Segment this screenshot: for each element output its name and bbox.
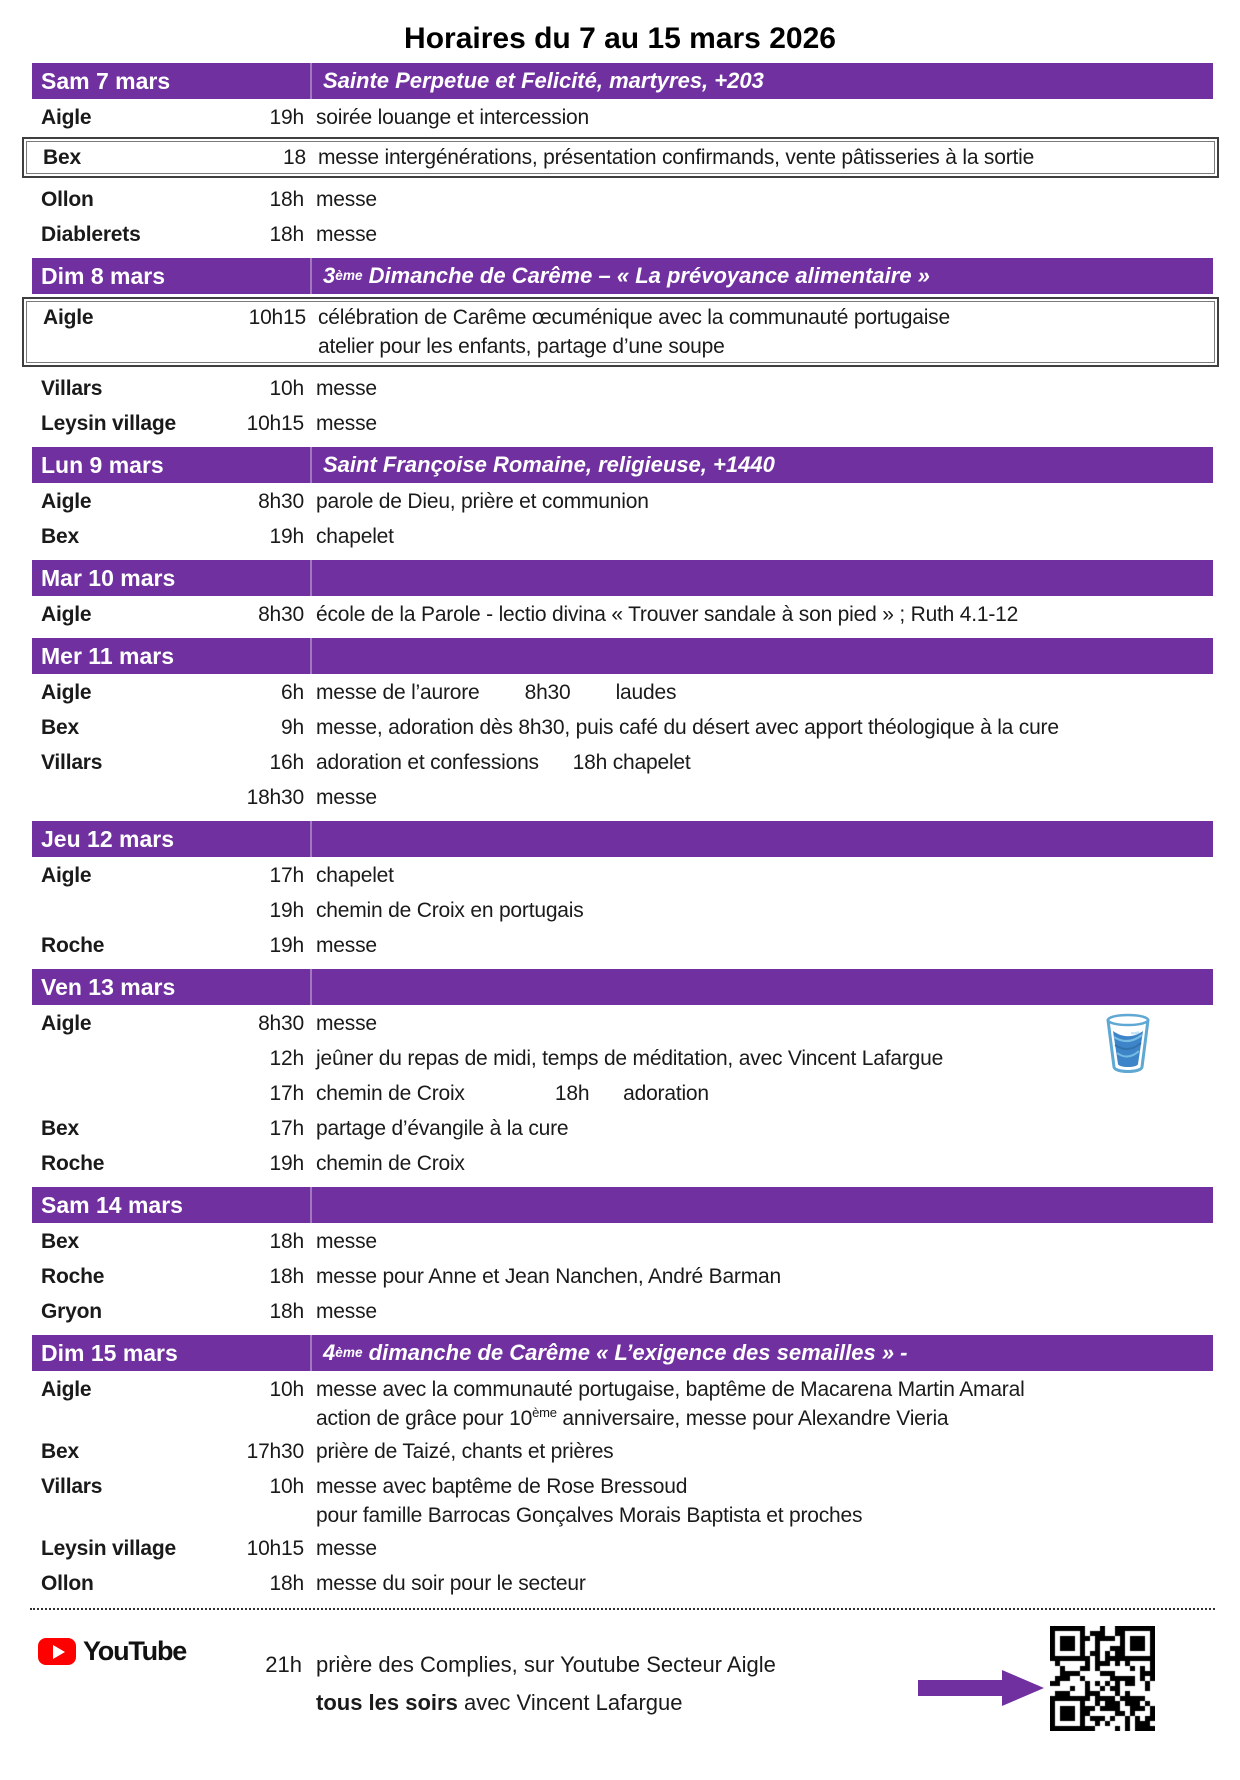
feast-label: [312, 969, 1213, 1005]
time-cell: 18h: [269, 1300, 304, 1323]
schedule-row: [32, 518, 1213, 553]
day-section: [32, 1187, 1213, 1328]
place-cell: Villars: [41, 1475, 103, 1498]
schedule-row: [32, 1075, 1213, 1110]
schedule-row: [22, 137, 1219, 178]
place-cell: Aigle: [43, 306, 94, 329]
youtube-wordmark: YouTube: [83, 1636, 187, 1666]
arrow-right-icon: [918, 1668, 1046, 1708]
time-cell: 8h30: [258, 603, 304, 626]
day-header-bar: [32, 258, 1213, 294]
description-cell: messe: [316, 1012, 377, 1035]
day-rows: [32, 483, 1213, 553]
day-label: Jeu 12 mars: [32, 821, 312, 857]
time-cell: 17h: [269, 1082, 304, 1105]
schedule-row: [32, 1005, 1213, 1040]
day-section: [32, 560, 1213, 631]
place-cell: Aigle: [41, 1012, 92, 1035]
schedule-row: [32, 857, 1213, 892]
place-cell: Leysin village: [41, 1537, 176, 1560]
description-cell: chapelet: [316, 864, 394, 887]
time-cell: 19h: [269, 106, 304, 129]
youtube-play-icon: [53, 1645, 65, 1659]
time-cell: 16h: [269, 751, 304, 774]
day-header-bar: [32, 638, 1213, 674]
description-cell: messe: [316, 786, 377, 809]
description-cell: messe: [316, 1537, 377, 1560]
time-cell: 17h: [269, 864, 304, 887]
place-cell: Bex: [41, 1440, 79, 1463]
description-cell: messe avec la communauté portugaise, baptême de Macarena Martin Amaral action de grâce pour 10ème anniversaire, messe pour Alexandre Vieria: [316, 1378, 1025, 1430]
place-cell: Villars: [41, 751, 103, 774]
feast-label: Saint Françoise Romaine, religieuse, +1440: [323, 452, 775, 477]
day-rows: [32, 99, 1213, 251]
time-cell: 18h: [269, 223, 304, 246]
place-cell: Bex: [43, 146, 81, 169]
time-cell: 10h: [269, 377, 304, 400]
day-header-bar: [32, 63, 1213, 99]
place-cell: Roche: [41, 1152, 105, 1175]
description-cell: parole de Dieu, prière et communion: [316, 490, 649, 513]
day-label: Dim 15 mars: [32, 1335, 312, 1371]
day-header-bar: [32, 1335, 1213, 1371]
time-cell: 18h30: [246, 786, 304, 809]
schedule-row: [32, 216, 1213, 251]
page-title: Horaires du 7 au 15 mars 2026: [404, 22, 836, 55]
place-cell: Gryon: [41, 1300, 102, 1323]
schedule-row: [32, 596, 1213, 631]
schedule-row: [32, 927, 1213, 962]
schedule-row: [32, 779, 1213, 814]
description-cell: messe: [316, 412, 377, 435]
place-cell: Bex: [41, 1230, 79, 1253]
day-section: [32, 447, 1213, 553]
time-cell: 17h30: [246, 1440, 304, 1463]
time-cell: 8h30: [258, 490, 304, 513]
time-cell: 18h: [269, 1572, 304, 1595]
description-cell: école de la Parole - lectio divina « Trouver sandale à son pied » ; Ruth 4.1-12: [316, 603, 1019, 626]
day-rows: [32, 1371, 1213, 1600]
day-label: Sam 14 mars: [32, 1187, 312, 1223]
schedule-row: [32, 181, 1213, 216]
description-cell: messe de l’aurore 8h30 laudes: [316, 681, 677, 704]
day-label: Lun 9 mars: [32, 447, 312, 483]
feast-label: [312, 1187, 1213, 1223]
time-cell: 10h: [269, 1378, 304, 1401]
footer: [32, 1610, 1213, 1780]
day-label: Ven 13 mars: [32, 969, 312, 1005]
schedule-row: [32, 892, 1213, 927]
description-cell: messe: [316, 188, 377, 211]
qr-code: [1050, 1626, 1155, 1731]
time-cell: 19h: [269, 525, 304, 548]
footer-line2: tous les soirs avec Vincent Lafargue: [316, 1690, 683, 1715]
schedule-row: [32, 405, 1213, 440]
place-cell: Aigle: [41, 106, 92, 129]
day-label: Dim 8 mars: [32, 258, 312, 294]
time-cell: 19h: [269, 899, 304, 922]
day-rows: [32, 857, 1213, 962]
schedule-row: [32, 1371, 1213, 1433]
place-cell: Bex: [41, 716, 79, 739]
description-cell: messe: [316, 1300, 377, 1323]
schedule-row: [32, 1530, 1213, 1565]
day-label: Mer 11 mars: [32, 638, 312, 674]
description-cell: messe pour Anne et Jean Nanchen, André Barman: [316, 1265, 781, 1288]
time-cell: 18h: [269, 1230, 304, 1253]
description-cell: chemin de Croix 18h adoration: [316, 1082, 709, 1105]
place-cell: Bex: [41, 1117, 79, 1140]
description-cell: chemin de Croix: [316, 1152, 465, 1175]
time-cell: 9h: [281, 716, 304, 739]
day-header-bar: [32, 969, 1213, 1005]
description-cell: messe avec baptême de Rose Bressoud pour famille Barrocas Gonçalves Morais Baptista et proches: [316, 1475, 863, 1527]
description-cell: chemin de Croix en portugais: [316, 899, 584, 922]
feast-label: 3 ème Dimanche de Carême – « La prévoyance alimentaire »: [323, 263, 930, 288]
schedule-row: [32, 1433, 1213, 1468]
day-rows: [32, 674, 1213, 814]
description-cell: messe: [316, 934, 377, 957]
schedule-row: [32, 744, 1213, 779]
place-cell: Aigle: [41, 864, 92, 887]
feast-label: [312, 560, 1213, 596]
description-cell: adoration et confessions 18h chapelet: [316, 751, 691, 774]
description-cell: prière de Taizé, chants et prières: [316, 1440, 614, 1463]
time-cell: 10h: [269, 1475, 304, 1498]
time-cell: 6h: [281, 681, 304, 704]
place-cell: Aigle: [41, 681, 92, 704]
schedule-row: [32, 1223, 1213, 1258]
feast-label: 4 ème dimanche de Carême « L’exigence des semailles » -: [323, 1340, 908, 1365]
description-cell: messe du soir pour le secteur: [316, 1572, 586, 1595]
time-cell: 10h15: [246, 1537, 304, 1560]
day-rows: [32, 1005, 1213, 1180]
day-header-bar: [32, 821, 1213, 857]
place-cell: Roche: [41, 934, 105, 957]
description-cell: chapelet: [316, 525, 394, 548]
day-section: [32, 63, 1213, 251]
youtube-play-badge: [38, 1638, 76, 1665]
day-section: [32, 638, 1213, 814]
day-label: Sam 7 mars: [32, 63, 312, 99]
schedule-row: [32, 674, 1213, 709]
schedule-row: [32, 483, 1213, 518]
description-cell: messe intergénérations, présentation confirmands, vente pâtisseries à la sortie: [318, 146, 1035, 169]
description-cell: messe: [316, 223, 377, 246]
time-cell: 18h: [269, 188, 304, 211]
day-header-bar: [32, 560, 1213, 596]
place-cell: Aigle: [41, 603, 92, 626]
description-cell: messe: [316, 377, 377, 400]
feast-label: [312, 638, 1213, 674]
time-cell: 19h: [269, 1152, 304, 1175]
description-cell: messe, adoration dès 8h30, puis café du désert avec apport théologique à la cure: [316, 716, 1059, 739]
schedule-row: [32, 1040, 1213, 1075]
day-rows: [32, 596, 1213, 631]
day-section: [32, 821, 1213, 962]
time-cell: 8h30: [258, 1012, 304, 1035]
place-cell: Aigle: [41, 490, 92, 513]
schedule-row: [32, 370, 1213, 405]
water-glass-icon: [1101, 1011, 1155, 1077]
footer-line1: prière des Complies, sur Youtube Secteur Aigle: [316, 1652, 776, 1677]
description-cell: partage d’évangile à la cure: [316, 1117, 569, 1140]
time-cell: 18h: [269, 1265, 304, 1288]
time-cell: 10h15: [246, 412, 304, 435]
feast-label: Sainte Perpetue et Felicité, martyres, +203: [323, 68, 764, 93]
time-cell: 12h: [269, 1047, 304, 1070]
place-cell: Aigle: [41, 1378, 92, 1401]
time-cell: 18: [283, 146, 306, 169]
day-section: [32, 258, 1213, 440]
day-header-bar: [32, 447, 1213, 483]
schedule-row: [32, 709, 1213, 744]
day-header-bar: [32, 1187, 1213, 1223]
place-cell: Roche: [41, 1265, 105, 1288]
schedule-row: [32, 1258, 1213, 1293]
time-cell: 17h: [269, 1117, 304, 1140]
schedule-table: [32, 63, 1213, 1600]
time-cell: 10h15: [248, 306, 306, 329]
place-cell: Ollon: [41, 188, 94, 211]
feast-label: [312, 821, 1213, 857]
footer-time: 21h: [265, 1652, 302, 1677]
description-cell: jeûner du repas de midi, temps de méditation, avec Vincent Lafargue: [316, 1047, 944, 1070]
place-cell: Bex: [41, 525, 79, 548]
description-cell: messe: [316, 1230, 377, 1253]
day-section: [32, 969, 1213, 1180]
time-cell: 19h: [269, 934, 304, 957]
schedule-row: [32, 1145, 1213, 1180]
schedule-row: [32, 1468, 1213, 1530]
schedule-page: [0, 22, 1240, 1776]
schedule-row: [32, 1293, 1213, 1328]
schedule-row: [32, 1110, 1213, 1145]
schedule-row: [32, 99, 1213, 134]
description-cell: célébration de Carême œcuménique avec la communauté portugaise atelier pour les enfants, partage d’une soupe: [318, 306, 950, 358]
description-cell: soirée louange et intercession: [316, 106, 590, 129]
schedule-row: [32, 1565, 1213, 1600]
day-rows: [32, 1223, 1213, 1328]
day-label: Mar 10 mars: [32, 560, 312, 596]
place-cell: Ollon: [41, 1572, 94, 1595]
day-section: [32, 1335, 1213, 1600]
schedule-row: [22, 297, 1219, 367]
youtube-logo: [38, 1636, 186, 1667]
place-cell: Leysin village: [41, 412, 176, 435]
place-cell: Diablerets: [41, 223, 141, 246]
day-rows: [32, 297, 1213, 440]
place-cell: Villars: [41, 377, 103, 400]
